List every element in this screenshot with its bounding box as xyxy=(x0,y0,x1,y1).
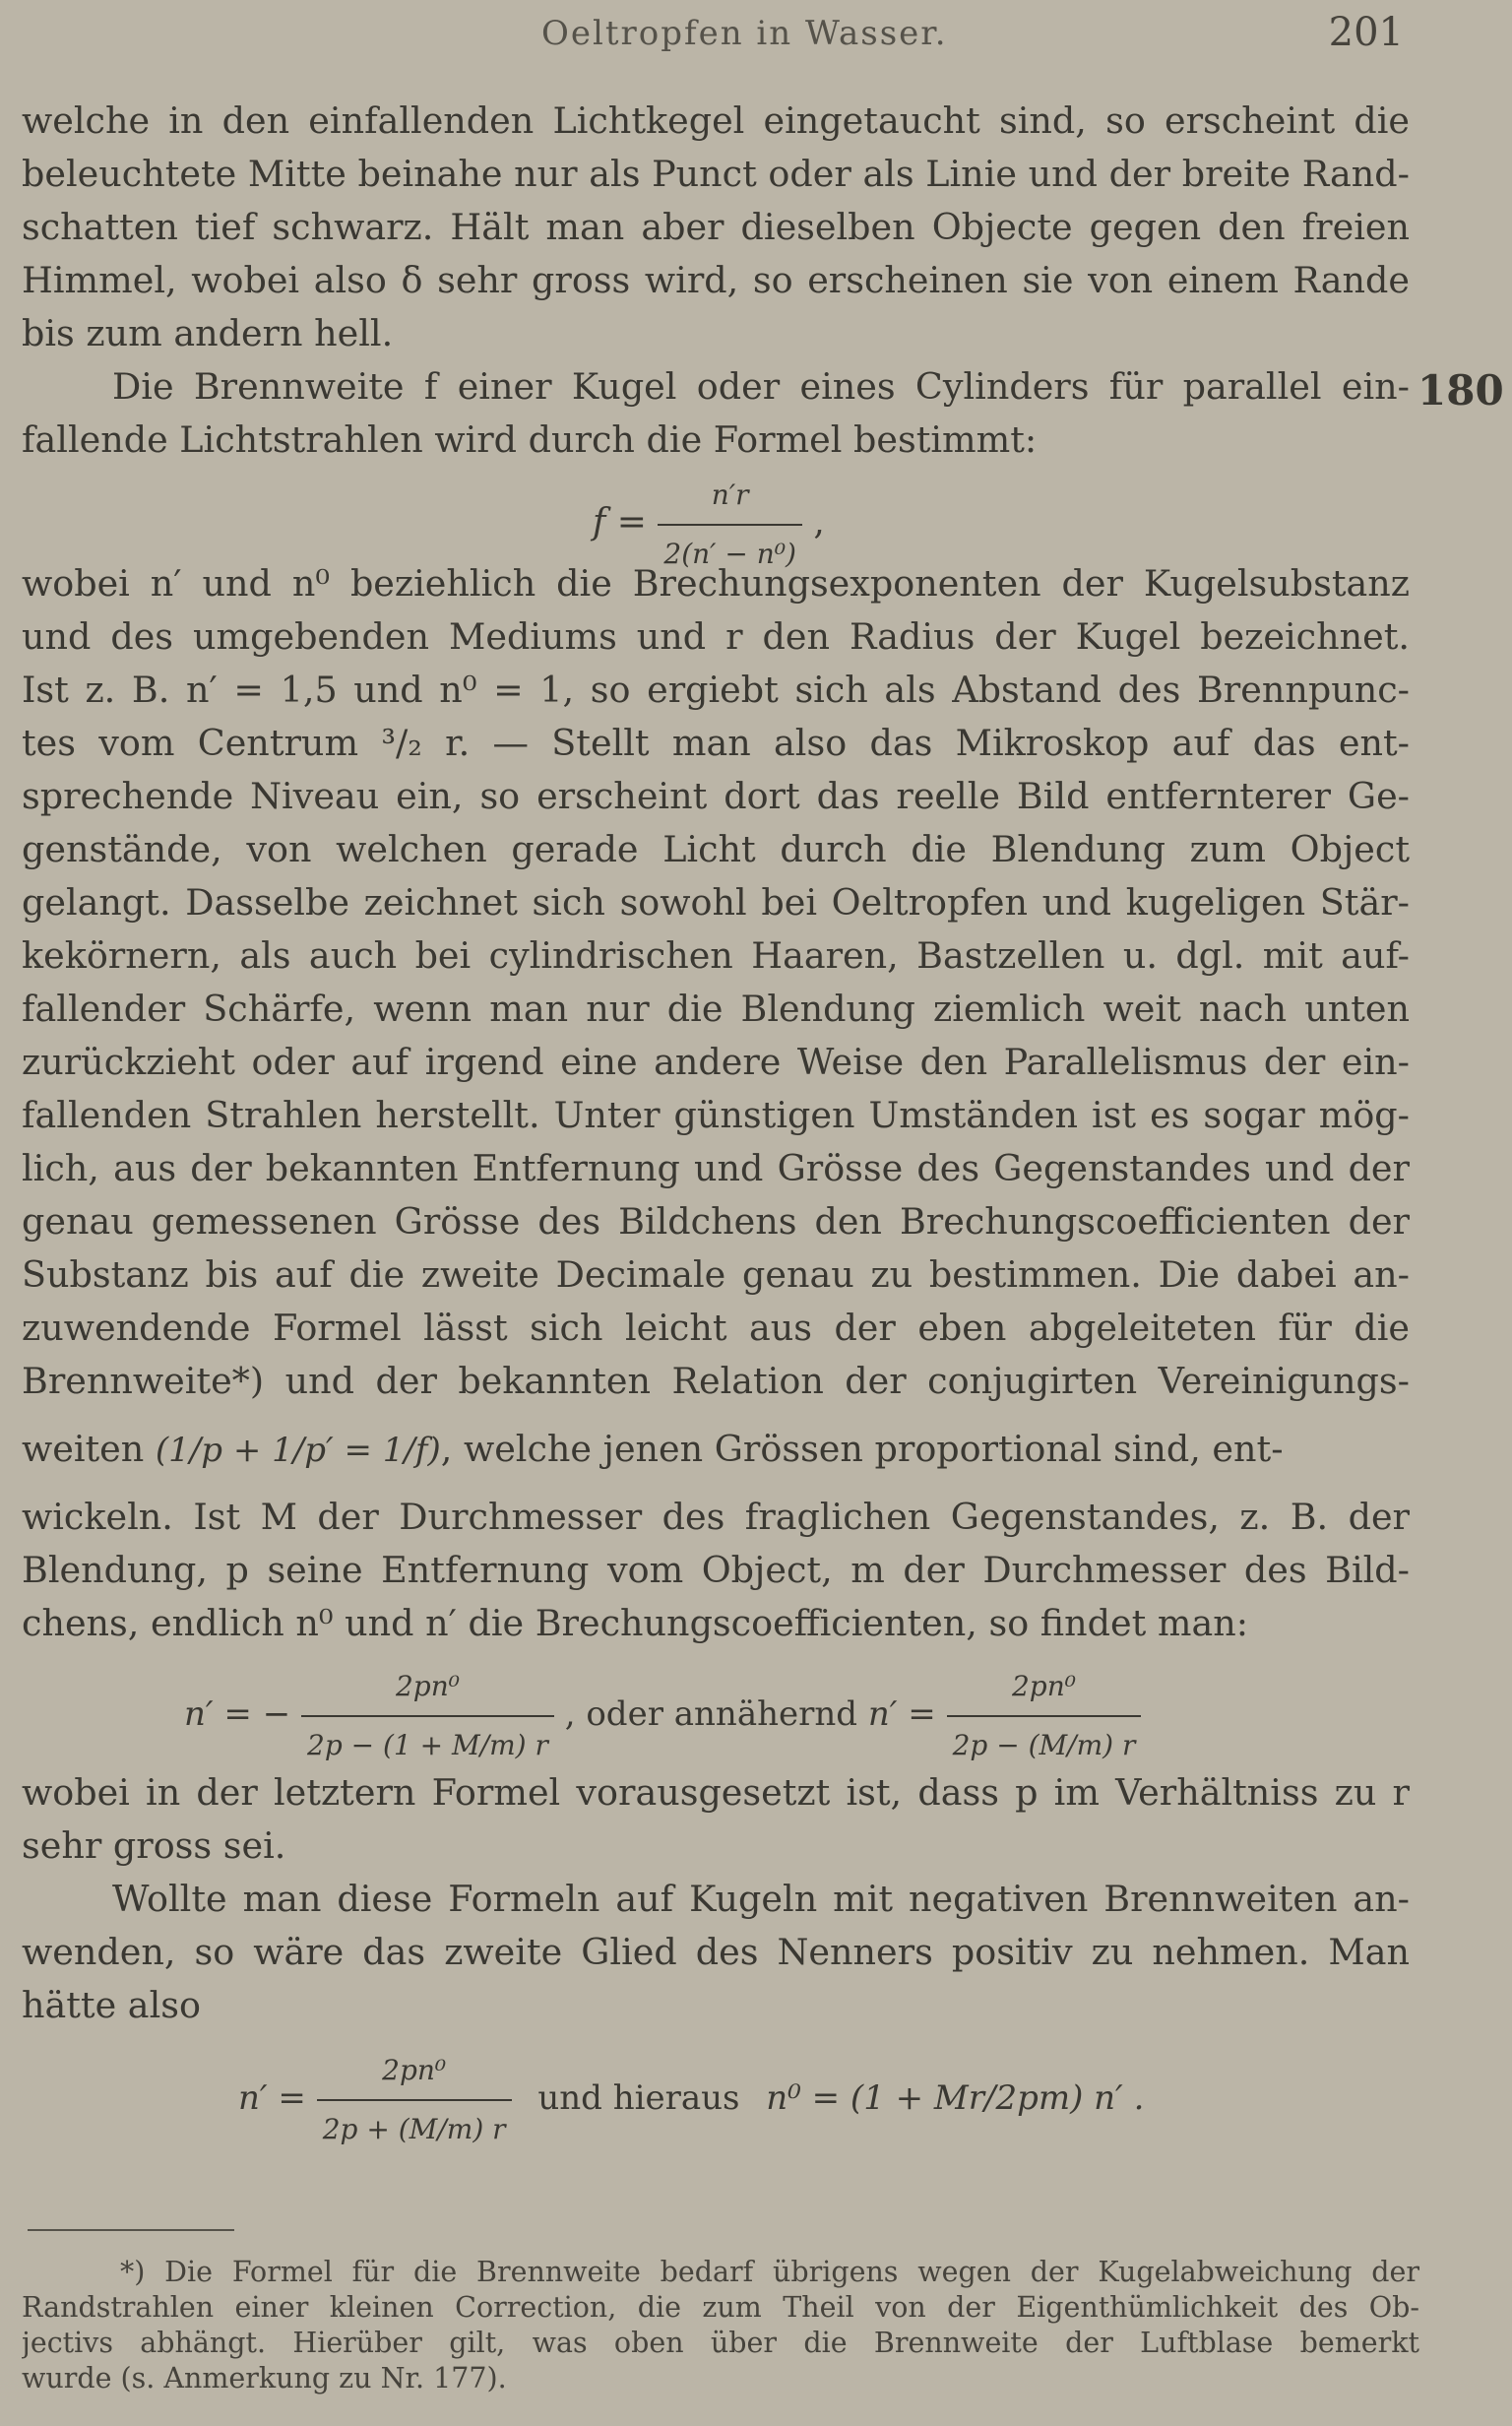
formula-numerator: 2pn⁰ xyxy=(382,2054,447,2086)
footnote xyxy=(22,2255,1419,2396)
text-line: bis zum andern hell. xyxy=(22,312,394,354)
text-line: tes vom Centrum ³/₂ r. — Stellt man also das Mikroskop auf das ent- xyxy=(22,722,1410,764)
text-line: zurückzieht oder auf irgend eine andere Weise den Parallelismus der ein- xyxy=(22,1041,1410,1083)
formula-lhs: n′ = xyxy=(238,2078,306,2118)
text-line: und des umgebenden Mediums und r den Radius der Kugel bezeichnet. xyxy=(22,615,1410,658)
text-line: genau gemessenen Grösse des Bildchens den Brechungscoefficienten der xyxy=(22,1200,1410,1243)
formula-denominator: 2(n′ − n⁰) xyxy=(663,538,796,570)
text-line: hätte also xyxy=(22,1984,201,2026)
main-text xyxy=(22,95,1410,2150)
line-prefix: weiten xyxy=(22,1428,145,1470)
line-suffix: , welche jenen Grössen proportional sind, ent- xyxy=(440,1428,1284,1470)
formula-denominator: 2p − (1 + M/m) r xyxy=(307,1729,548,1761)
formula-lhs: n′ = − xyxy=(184,1694,291,1734)
formula-lhs-2: n′ = xyxy=(867,1694,936,1734)
text-line: schatten tief schwarz. Hält man aber dieselben Objecte gegen den freien xyxy=(22,206,1410,248)
text-line: genstände, von welchen gerade Licht durch die Blendung zum Object xyxy=(22,828,1410,870)
text-line: Brennweite*) und der bekannten Relation der conjugirten Vereinigungs- xyxy=(22,1360,1410,1402)
text-line: welche in den einfallenden Lichtkegel eingetaucht sind, so erscheint die xyxy=(22,99,1410,142)
text-line: wobei n′ und n⁰ beziehlich die Brechungsexponenten der Kugelsubstanz xyxy=(22,562,1410,605)
formula-refraction-index xyxy=(22,1650,1410,1766)
formula-numerator-2: 2pn⁰ xyxy=(1011,1670,1076,1702)
formula-connector: und hieraus xyxy=(537,2078,740,2118)
text-line: sehr gross sei. xyxy=(22,1824,286,1867)
fraction-bar xyxy=(317,2099,512,2101)
text-line: Himmel, wobei also δ sehr gross wird, so erscheinen sie von einem Rande xyxy=(22,259,1410,301)
text-line: sprechende Niveau ein, so erscheint dort das reelle Bild entfernterer Ge- xyxy=(22,775,1410,817)
text-line: Wollte man diese Formeln auf Kugeln mit negativen Brennweiten an- xyxy=(112,1878,1410,1920)
formula-tail: , xyxy=(813,502,825,543)
text-line: gelangt. Dasselbe zeichnet sich sowohl bei Oeltropfen und kugeligen Stär- xyxy=(22,881,1410,924)
formula-focal-length xyxy=(22,467,1410,570)
text-line: fallenden Strahlen herstellt. Unter günstigen Umständen ist es sogar mög- xyxy=(22,1094,1410,1136)
text-line: Substanz bis auf die zweite Decimale genau zu bestimmen. Die dabei an- xyxy=(22,1253,1410,1296)
text-line: kekörnern, als auch bei cylindrischen Haaren, Bastzellen u. dgl. mit auf- xyxy=(22,934,1410,977)
text-line: fallender Schärfe, wenn man nur die Blendung ziemlich weit nach unten xyxy=(22,988,1410,1030)
text-line: fallende Lichtstrahlen wird durch die Formel bestimmt: xyxy=(22,418,1038,461)
formula-denominator: 2p + (M/m) r xyxy=(322,2113,506,2145)
formula-fraction xyxy=(658,469,802,581)
text-line: wenden, so wäre das zweite Glied des Nenners positiv zu nehmen. Man xyxy=(22,1931,1410,1973)
formula-numerator: n′r xyxy=(711,479,749,511)
footnote-line: jectivs abhängt. Hierüber gilt, was oben über die Brennweite der Luftblase bemerkt xyxy=(22,2327,1419,2359)
page-number: 201 xyxy=(1328,10,1404,55)
formula-rhs: n⁰ = (1 + Mr/2pm) n′ . xyxy=(766,2078,1145,2118)
inline-formula: (1/p + 1/p′ = 1/f) xyxy=(155,1431,441,1470)
fraction-bar xyxy=(301,1715,554,1717)
margin-section-number: 180 xyxy=(1418,366,1504,415)
footnote-line: wurde (s. Anmerkung zu Nr. 177). xyxy=(22,2362,507,2394)
formula-lhs: f = xyxy=(593,502,647,543)
formula-denominator-2: 2p − (M/m) r xyxy=(952,1729,1136,1761)
footnote-line: Randstrahlen einer kleinen Correction, die zum Theil von der Eigenthümlichkeit des Ob- xyxy=(22,2291,1419,2324)
text-line: Ist z. B. n′ = 1,5 und n⁰ = 1, so ergiebt sich als Abstand des Brennpunc- xyxy=(22,669,1410,711)
text-line: chens, endlich n⁰ und n′ die Brechungscoefficienten, so findet man: xyxy=(22,1602,1249,1644)
footnote-divider xyxy=(28,2229,234,2231)
fraction-bar xyxy=(947,1715,1142,1717)
formula-numerator: 2pn⁰ xyxy=(395,1670,460,1702)
text-line: zuwendende Formel lässt sich leicht aus der eben abgeleiteten für die xyxy=(22,1307,1410,1349)
fraction-bar xyxy=(658,524,802,526)
text-line-with-formula xyxy=(22,1408,1410,1491)
text-line: wobei in der letztern Formel vorausgesetzt ist, dass p im Verhältniss zu r xyxy=(22,1771,1410,1814)
text-line: beleuchtete Mitte beinahe nur als Punct oder als Linie und der breite Rand- xyxy=(22,153,1410,195)
text-line: Die Brennweite f einer Kugel oder eines Cylinders für parallel ein- xyxy=(112,365,1410,408)
text-line: lich, aus der bekannten Entfernung und Grösse des Gegenstandes und der xyxy=(22,1147,1410,1189)
footnote-line: *) Die Formel für die Brennweite bedarf übrigens wegen der Kugelabweichung der xyxy=(120,2256,1419,2288)
formula-negative-focal xyxy=(22,2032,1410,2150)
page-header xyxy=(0,10,1512,59)
formula-connector: , oder annähernd xyxy=(564,1694,858,1734)
formula-fraction xyxy=(301,1660,554,1772)
text-line: Blendung, p seine Entfernung vom Object, m der Durchmesser des Bild- xyxy=(22,1549,1410,1591)
formula-fraction-2 xyxy=(947,1660,1142,1772)
running-title: Oeltropfen in Wasser. xyxy=(541,14,948,53)
formula-fraction xyxy=(317,2044,512,2156)
text-line: wickeln. Ist M der Durchmesser des fraglichen Gegenstandes, z. B. der xyxy=(22,1496,1410,1538)
